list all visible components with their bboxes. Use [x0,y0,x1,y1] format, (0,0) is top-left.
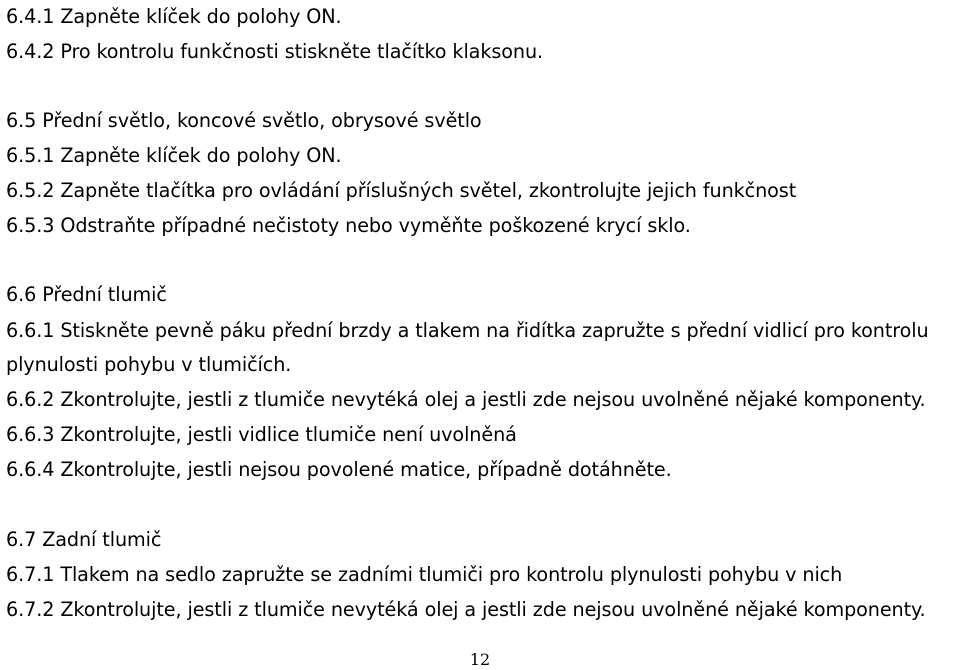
line-6-4-1 [6,7,342,26]
section-number: 6.6.2 [6,388,55,411]
heading-6-6 [6,285,167,304]
line-6-4-2 [6,42,543,61]
section-number: 6.4.2 [6,40,55,63]
page-number: 12 [469,650,491,669]
line-text: Zapněte tlačítka pro ovládání příslušných světel, zkontrolujte jejich funkčnost [54,179,797,202]
section-number: 6.7.2 [6,598,55,621]
line-text: Přední světlo, koncové světlo, obrysové světlo [36,109,482,132]
line-6-5-3 [6,216,691,235]
section-number: 6.5.1 [6,144,55,167]
section-number: 6.6.1 [6,319,55,342]
section-number: 6.6.3 [6,423,55,446]
line-6-6-1 [6,321,929,340]
line-text: Odstraňte případné nečistoty nebo vyměňte poškozené krycí sklo. [54,214,691,237]
section-number: 6.5.3 [6,214,55,237]
line-text: Pro kontrolu funkčnosti stiskněte tlačítko klaksonu. [54,40,544,63]
line-6-6-1-continued [6,355,291,374]
section-number: 6.7 [6,528,37,551]
line-text: Zkontrolujte, jestli nejsou povolené matice, případně dotáhněte. [54,458,672,481]
section-number: 6.4.1 [6,5,55,28]
line-6-6-4 [6,460,672,479]
line-text: Stiskněte pevně páku přední brzdy a tlakem na řidítka zapružte s přední vidlicí pro kontrolu [54,319,929,342]
line-text: Zkontrolujte, jestli vidlice tlumiče není uvolněná [54,423,517,446]
heading-6-7 [6,530,161,549]
section-number: 6.6.4 [6,458,55,481]
line-6-7-1 [6,565,842,584]
line-6-5-1 [6,146,342,165]
line-6-7-2 [6,600,926,619]
line-6-5-2 [6,181,796,200]
section-number: 6.6 [6,283,37,306]
line-text: Zapněte klíček do polohy ON. [54,144,342,167]
line-text: plynulosti pohybu v tlumičích. [6,353,292,376]
line-text: Zadní tlumič [36,528,162,551]
line-text: Zkontrolujte, jestli z tlumiče nevytéká olej a jestli zde nejsou uvolněné nějaké komponenty. [54,598,926,621]
line-text: Zkontrolujte, jestli z tlumiče nevytéká olej a jestli zde nejsou uvolněné nějaké komponenty. [54,388,926,411]
heading-6-5 [6,111,482,130]
section-number: 6.7.1 [6,563,55,586]
line-6-6-2 [6,390,926,409]
line-text: Tlakem na sedlo zapružte se zadními tlumiči pro kontrolu plynulosti pohybu v nich [54,563,843,586]
section-number: 6.5 [6,109,37,132]
line-text: Zapněte klíček do polohy ON. [54,5,342,28]
line-text: Přední tlumič [36,283,167,306]
line-6-6-3 [6,425,517,444]
section-number: 6.5.2 [6,179,55,202]
